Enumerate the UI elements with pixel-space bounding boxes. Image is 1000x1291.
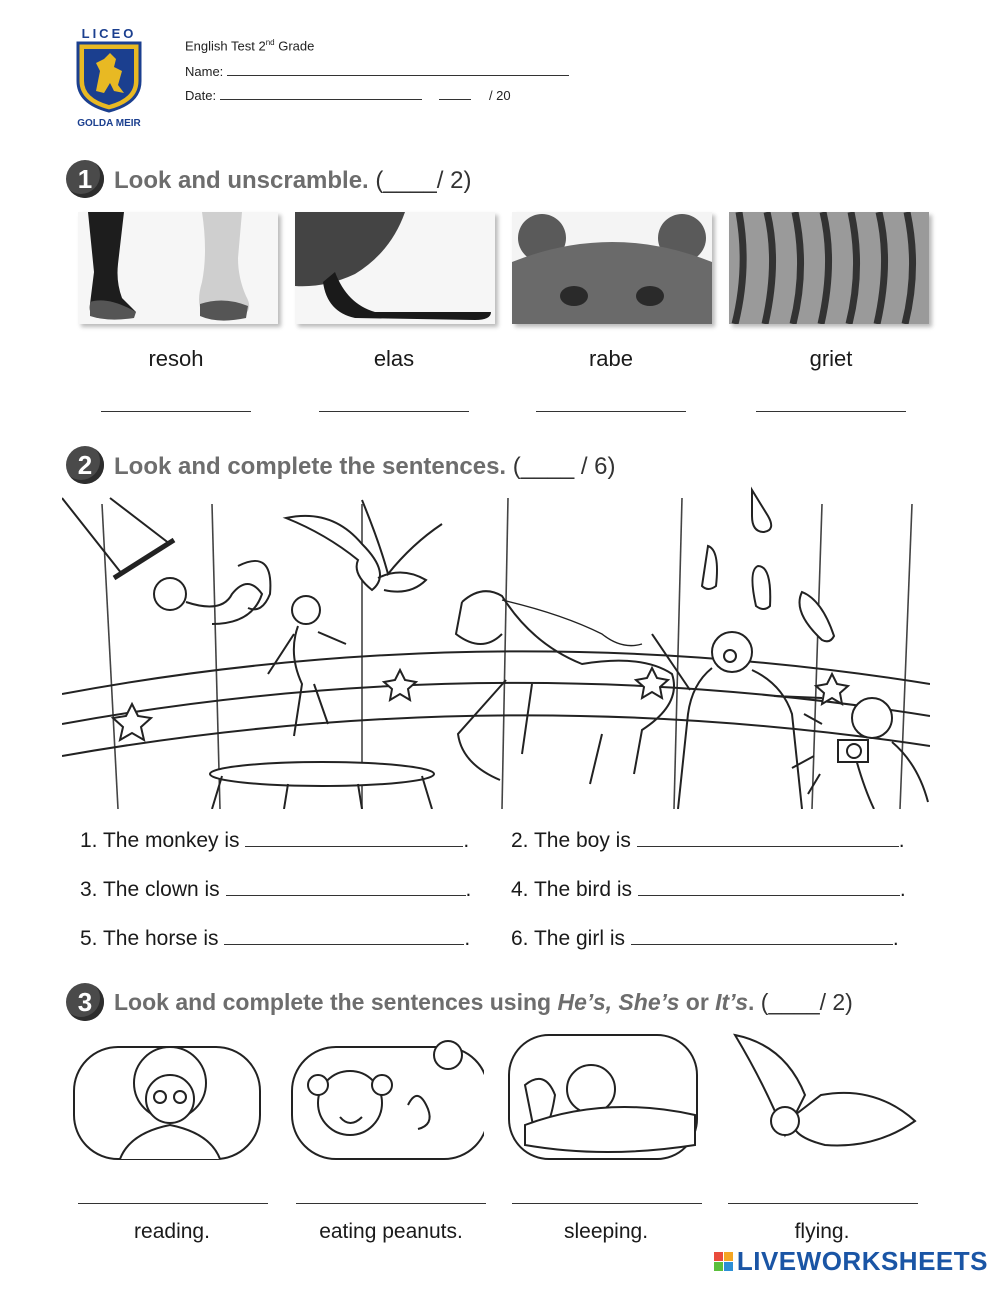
test-title-sup: nd bbox=[265, 38, 275, 47]
section-1-title-text: Look and unscramble. bbox=[114, 167, 369, 194]
sentence-2-text: 2. The boy is bbox=[511, 829, 631, 852]
sentence-4-text: 4. The bird is bbox=[511, 878, 633, 901]
seal-flipper-photo bbox=[295, 212, 495, 324]
sentence-5 bbox=[80, 926, 470, 951]
activity-word-3: sleeping. bbox=[563, 1220, 649, 1243]
sentence-3-end: . bbox=[465, 878, 472, 901]
sentence-1-answer[interactable] bbox=[245, 828, 463, 847]
sentence-3-answer[interactable] bbox=[226, 877, 466, 896]
scrambled-word-2: elas bbox=[373, 346, 415, 371]
score-input-line[interactable] bbox=[439, 88, 471, 100]
bear-face-photo bbox=[512, 212, 712, 324]
section-2-title bbox=[114, 453, 616, 481]
section-3-title-opt3: It’s bbox=[715, 989, 748, 1015]
sentence-6-answer[interactable] bbox=[631, 926, 893, 945]
test-title bbox=[185, 38, 314, 53]
section-1-score: (____/ 2) bbox=[375, 167, 472, 194]
activity-word-4: flying. bbox=[794, 1220, 850, 1243]
sentence-6-text: 6. The girl is bbox=[511, 927, 625, 950]
brand-text: LIVEWORKSHEETS bbox=[736, 1246, 988, 1276]
section-2-badge: 2 bbox=[66, 446, 104, 484]
section-3-title-a: Look and complete the sentences using bbox=[114, 989, 558, 1015]
section-2-title-text: Look and complete the sentences. bbox=[114, 453, 507, 480]
section-3-title-opts: He’s, She’s bbox=[557, 989, 680, 1015]
name-input-line[interactable] bbox=[227, 64, 569, 76]
he-she-it-answer-2[interactable] bbox=[296, 1203, 486, 1204]
sentence-2-end: . bbox=[898, 829, 905, 852]
section-3-title bbox=[114, 989, 853, 1016]
date-input-line[interactable] bbox=[220, 88, 422, 100]
unscramble-answer-1[interactable] bbox=[101, 411, 251, 412]
circus-illustration bbox=[62, 484, 930, 809]
brand-cubes-icon bbox=[714, 1252, 733, 1271]
section-1-badge: 1 bbox=[66, 160, 104, 198]
sentence-3 bbox=[80, 877, 471, 902]
grandma-reading-picture bbox=[70, 1025, 266, 1165]
section-3-score: (____/ 2) bbox=[760, 989, 853, 1015]
boy-sleeping-picture bbox=[505, 1025, 701, 1165]
logo-bottom-text: GOLDA MEIR bbox=[77, 118, 141, 129]
name-label: Name: bbox=[185, 64, 224, 79]
test-title-text: English Test 2 bbox=[185, 38, 266, 54]
unscramble-answer-3[interactable] bbox=[536, 411, 686, 412]
horse-legs-photo bbox=[78, 212, 278, 324]
sentence-6 bbox=[511, 926, 899, 951]
bird-flying-picture bbox=[725, 1025, 921, 1165]
sentence-5-answer[interactable] bbox=[224, 926, 464, 945]
section-3-title-c: . bbox=[748, 989, 755, 1015]
date-label: Date: bbox=[185, 88, 217, 103]
sentence-1-end: . bbox=[463, 829, 470, 852]
sentence-2-answer[interactable] bbox=[637, 828, 899, 847]
school-logo bbox=[70, 26, 148, 130]
date-row bbox=[185, 88, 511, 103]
sentence-3-text: 3. The clown is bbox=[80, 878, 220, 901]
monkey-eating-picture bbox=[288, 1025, 484, 1165]
section-3-badge: 3 bbox=[66, 983, 104, 1021]
unscramble-answer-4[interactable] bbox=[756, 411, 906, 412]
score-total: / 20 bbox=[488, 88, 511, 103]
sentence-4-answer[interactable] bbox=[638, 877, 900, 896]
logo-top-text: LICEO bbox=[81, 26, 137, 41]
unscramble-answer-2[interactable] bbox=[319, 411, 469, 412]
test-title-suffix: Grade bbox=[274, 38, 315, 54]
he-she-it-answer-3[interactable] bbox=[512, 1203, 702, 1204]
sentence-5-text: 5. The horse is bbox=[80, 927, 219, 950]
sentence-1-text: 1. The monkey is bbox=[80, 829, 240, 852]
section-3-title-b: or bbox=[679, 989, 716, 1015]
scrambled-word-1: resoh bbox=[148, 346, 204, 371]
sentence-2 bbox=[511, 828, 905, 853]
he-she-it-answer-4[interactable] bbox=[728, 1203, 918, 1204]
activity-word-2: eating peanuts. bbox=[319, 1220, 463, 1243]
section-1-title bbox=[114, 167, 471, 195]
activity-word-1: reading. bbox=[134, 1220, 210, 1243]
scrambled-word-4: griet bbox=[809, 346, 853, 371]
scrambled-word-3: rabe bbox=[588, 346, 634, 371]
tiger-stripes-photo bbox=[729, 212, 929, 324]
sentence-4-end: . bbox=[899, 878, 906, 901]
sentence-6-end: . bbox=[892, 927, 899, 950]
sentence-5-end: . bbox=[464, 927, 471, 950]
sentence-4 bbox=[511, 877, 906, 902]
name-row bbox=[185, 64, 569, 79]
he-she-it-answer-1[interactable] bbox=[78, 1203, 268, 1204]
liveworksheets-logo bbox=[714, 1246, 988, 1277]
shield-icon bbox=[70, 41, 148, 113]
sentence-1 bbox=[80, 828, 469, 853]
section-2-score: (____ / 6) bbox=[512, 453, 616, 480]
